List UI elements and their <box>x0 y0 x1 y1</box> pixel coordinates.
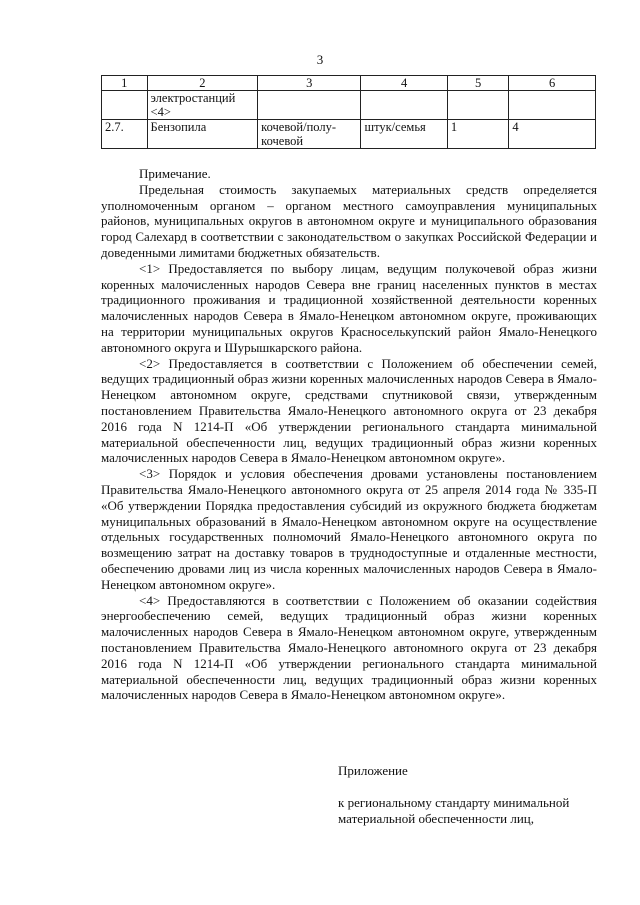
page-number: 3 <box>316 52 324 67</box>
table-header-cell: 1 <box>102 76 148 91</box>
table-cell <box>509 91 596 120</box>
table-row <box>102 120 596 149</box>
table-header-cell: 4 <box>361 76 447 91</box>
notes-section <box>101 166 597 703</box>
table-cell: штук/семья <box>361 120 447 149</box>
footnote-4: <4> Предоставляются в соответствии с Положением об оказании содействия энергообеспечению семей, ведущих традиционный образ жизни коренных малочисленных народов Севера в Ямало-Ненецком автономном округе, утвержденным постановлением Правительства Ямало-Ненецкого автономного округа от 23 декабря 2016 года N 1214-П «Об утверждении регионального стандарта минимальной материальной обеспеченности лиц, ведущих традиционный образ жизни коренных малочисленных народов Севера в Ямало-Ненецком автономном округе». <box>101 592 597 703</box>
table-cell <box>361 91 447 120</box>
table-cell <box>447 91 508 120</box>
appendix-title: Приложение <box>338 763 408 778</box>
table-cell: 2.7. <box>102 120 148 149</box>
table-cell: кочевой/полу-кочевой <box>258 120 361 149</box>
table-header-cell: 6 <box>509 76 596 91</box>
table-cell: электростанций <4> <box>147 91 258 120</box>
table-cell <box>102 91 148 120</box>
footnote-2: <2> Предоставляется в соответствии с Положением об обеспечении семей, ведущих традиционный образ жизни коренных малочисленных народов Севера в Ямало-Ненецком автономном округе, средствами спутниковой связи, утвержденным постановлением Правительства Ямало-Ненецкого автономного округа от 23 декабря 2016 года N 1214-П «Об утверждении регионального стандарта минимальной материальной обеспеченности лиц, ведущих традиционный образ жизни коренных малочисленных народов Севера в Ямало-Ненецком автономном округе». <box>101 355 597 466</box>
table-cell: 1 <box>447 120 508 149</box>
notes-title: Примечание. <box>139 166 211 181</box>
notes-paragraph: Предельная стоимость закупаемых материальных средств определяется уполномоченным органом – органом местного самоуправления муниципальных районов, муниципальных округов в автономном округе и муниципального образования город Салехард в соответствии с законодательством о закупках Российской Федерации и доведенными лимитами бюджетных обязательств. <box>101 181 597 260</box>
table-header-cell: 5 <box>447 76 508 91</box>
footnote-3: <3> Порядок и условия обеспечения дровами установлены постановлением Правительства Ямало-Ненецкого автономного округа от 25 апреля 2014 года № 335-П «Об утверждении Порядка предоставления субсидий из окружного бюджета бюджетам муниципальных образований в Ямало-Ненецком автономном округе на осуществление отдельных государственных полномочий Ямало-Ненецкого автономного округа по возмещению затрат на доставку товаров в труднодоступные и отдаленные местности, обеспечению дровами лиц из числа коренных малочисленных народов Севера в Ямало-Ненецком автономном округе». <box>101 466 597 592</box>
appendix-caption: к региональному стандарту минимальной материальной обеспеченности лиц, <box>338 795 570 826</box>
table-cell: Бензопила <box>147 120 258 149</box>
data-table <box>101 75 596 149</box>
table-cell: 4 <box>509 120 596 149</box>
footnote-1: <1> Предоставляется по выбору лицам, ведущим полукочевой образ жизни коренных малочисленных народов Севера вне границ населенных пунктов в местах традиционного проживания и традиционной хозяйственной деятельности коренных малочисленных народов Севера в Ямало-Ненецком автономном округе, проживающих на территории муниципальных округов Красноселькупский район Ямало-Ненецкого автономного округа и Шурышкарского района. <box>101 260 597 355</box>
table-row <box>102 91 596 120</box>
table-cell <box>258 91 361 120</box>
table-header-cell: 2 <box>147 76 258 91</box>
table-header-row <box>102 76 596 91</box>
table-header-cell: 3 <box>258 76 361 91</box>
